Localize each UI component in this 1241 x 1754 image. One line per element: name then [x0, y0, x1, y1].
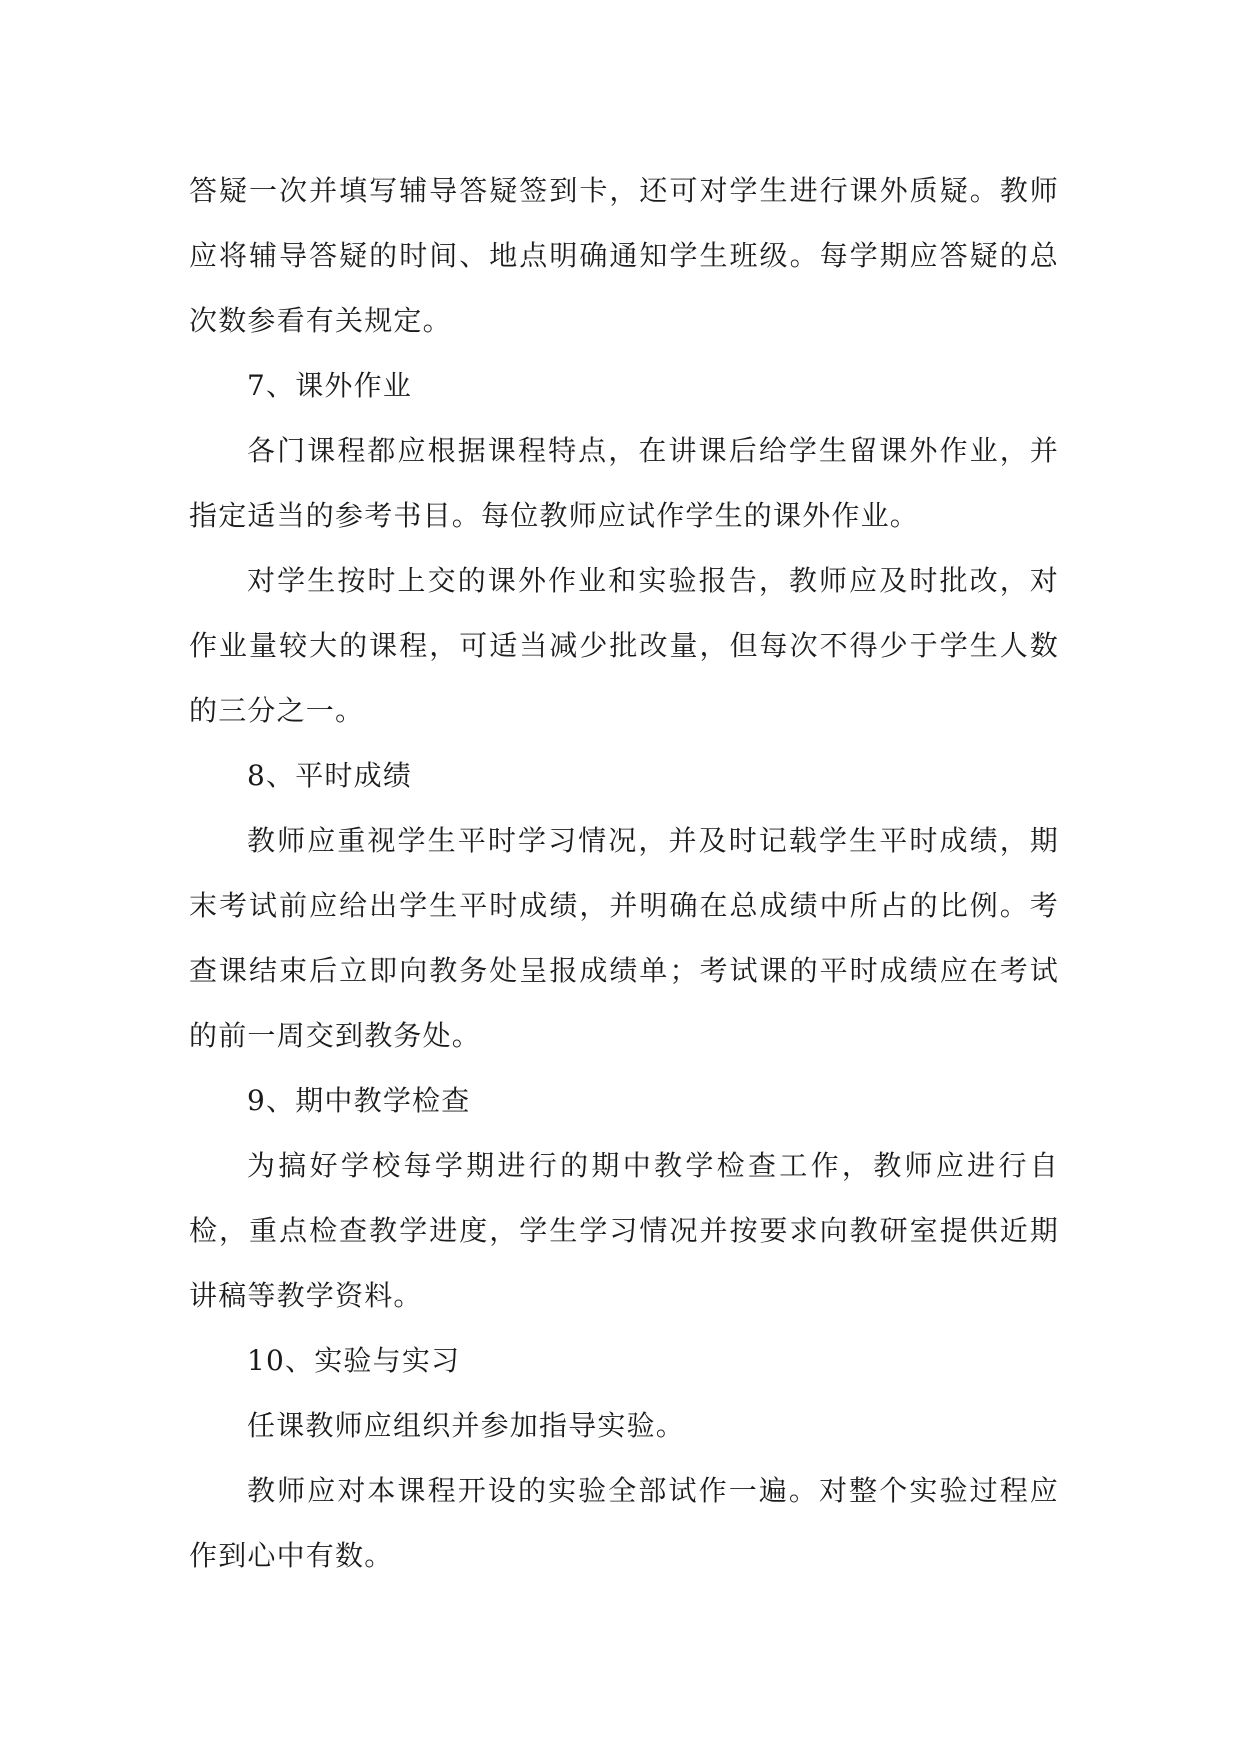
- paragraph-regular-grades: 教师应重视学生平时学习情况，并及时记载学生平时成绩，期末考试前应给出学生平时成绩，并明确在总成绩中所占的比例。考查课结束后立即向教务处呈报成绩单；考试课的平时成绩应在考试的前一周交到教务处。: [189, 824, 1059, 1052]
- section-heading-midterm-check: 9、期中教学检查: [247, 1084, 471, 1117]
- paragraph-experiment-trial: 教师应对本课程开设的实验全部试作一遍。对整个实验过程应作到心中有数。: [189, 1474, 1059, 1572]
- paragraph-homework-assignment: 各门课程都应根据课程特点，在讲课后给学生留课外作业，并指定适当的参考书目。每位教师应试作学生的课外作业。: [189, 434, 1059, 532]
- paragraph-midterm-check: 为搞好学校每学期进行的期中教学检查工作，教师应进行自检，重点检查教学进度，学生学习情况并按要求向教研室提供近期讲稿等教学资料。: [189, 1149, 1059, 1312]
- section-heading-homework: 7、课外作业: [247, 369, 413, 402]
- section-heading-experiments: 10、实验与实习: [247, 1344, 461, 1377]
- paragraph-homework-grading: 对学生按时上交的课外作业和实验报告，教师应及时批改，对作业量较大的课程，可适当减少批改量，但每次不得少于学生人数的三分之一。: [189, 564, 1059, 727]
- section-heading-regular-grades: 8、平时成绩: [247, 759, 413, 792]
- document-body: [189, 158, 1059, 1588]
- paragraph-tutoring-continuation: 答疑一次并填写辅导答疑签到卡，还可对学生进行课外质疑。教师应将辅导答疑的时间、地点明确通知学生班级。每学期应答疑的总次数参看有关规定。: [189, 174, 1059, 337]
- paragraph-experiment-guidance: 任课教师应组织并参加指导实验。: [247, 1409, 686, 1442]
